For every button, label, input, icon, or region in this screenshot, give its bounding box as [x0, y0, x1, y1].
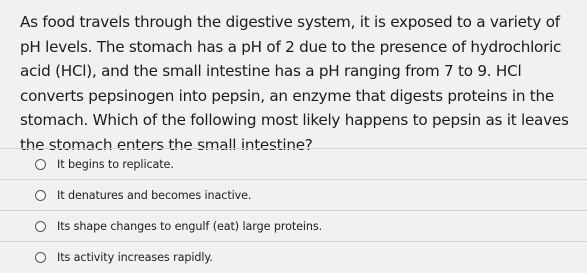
radio-button-icon[interactable]: [35, 252, 46, 263]
option-3-label: Its shape changes to engulf (eat) large proteins.: [57, 220, 323, 233]
option-1[interactable]: [0, 148, 587, 180]
option-4-label: Its activity increases rapidly.: [57, 251, 213, 264]
option-2-label: It denatures and becomes inactive.: [57, 189, 252, 202]
radio-button-icon[interactable]: [35, 221, 46, 232]
option-1-label: It begins to replicate.: [57, 158, 174, 171]
radio-button-icon[interactable]: [35, 159, 46, 170]
option-3[interactable]: [0, 210, 587, 242]
option-2[interactable]: [0, 179, 587, 211]
radio-button-icon[interactable]: [35, 190, 46, 201]
question-text: As food travels through the digestive system, it is exposed to a variety of pH levels. The stomach has a pH of 2 due to the presence of hydrochloric acid (HCl), and the small intestine has a pH ranging from 7 to 9. HCl converts pepsinogen into pepsin, an enzyme that digests proteins in the stomach. Which of the following most likely happens to pepsin as it leaves the stomach enters the small intestine?: [20, 13, 569, 154]
option-4[interactable]: [0, 241, 587, 273]
